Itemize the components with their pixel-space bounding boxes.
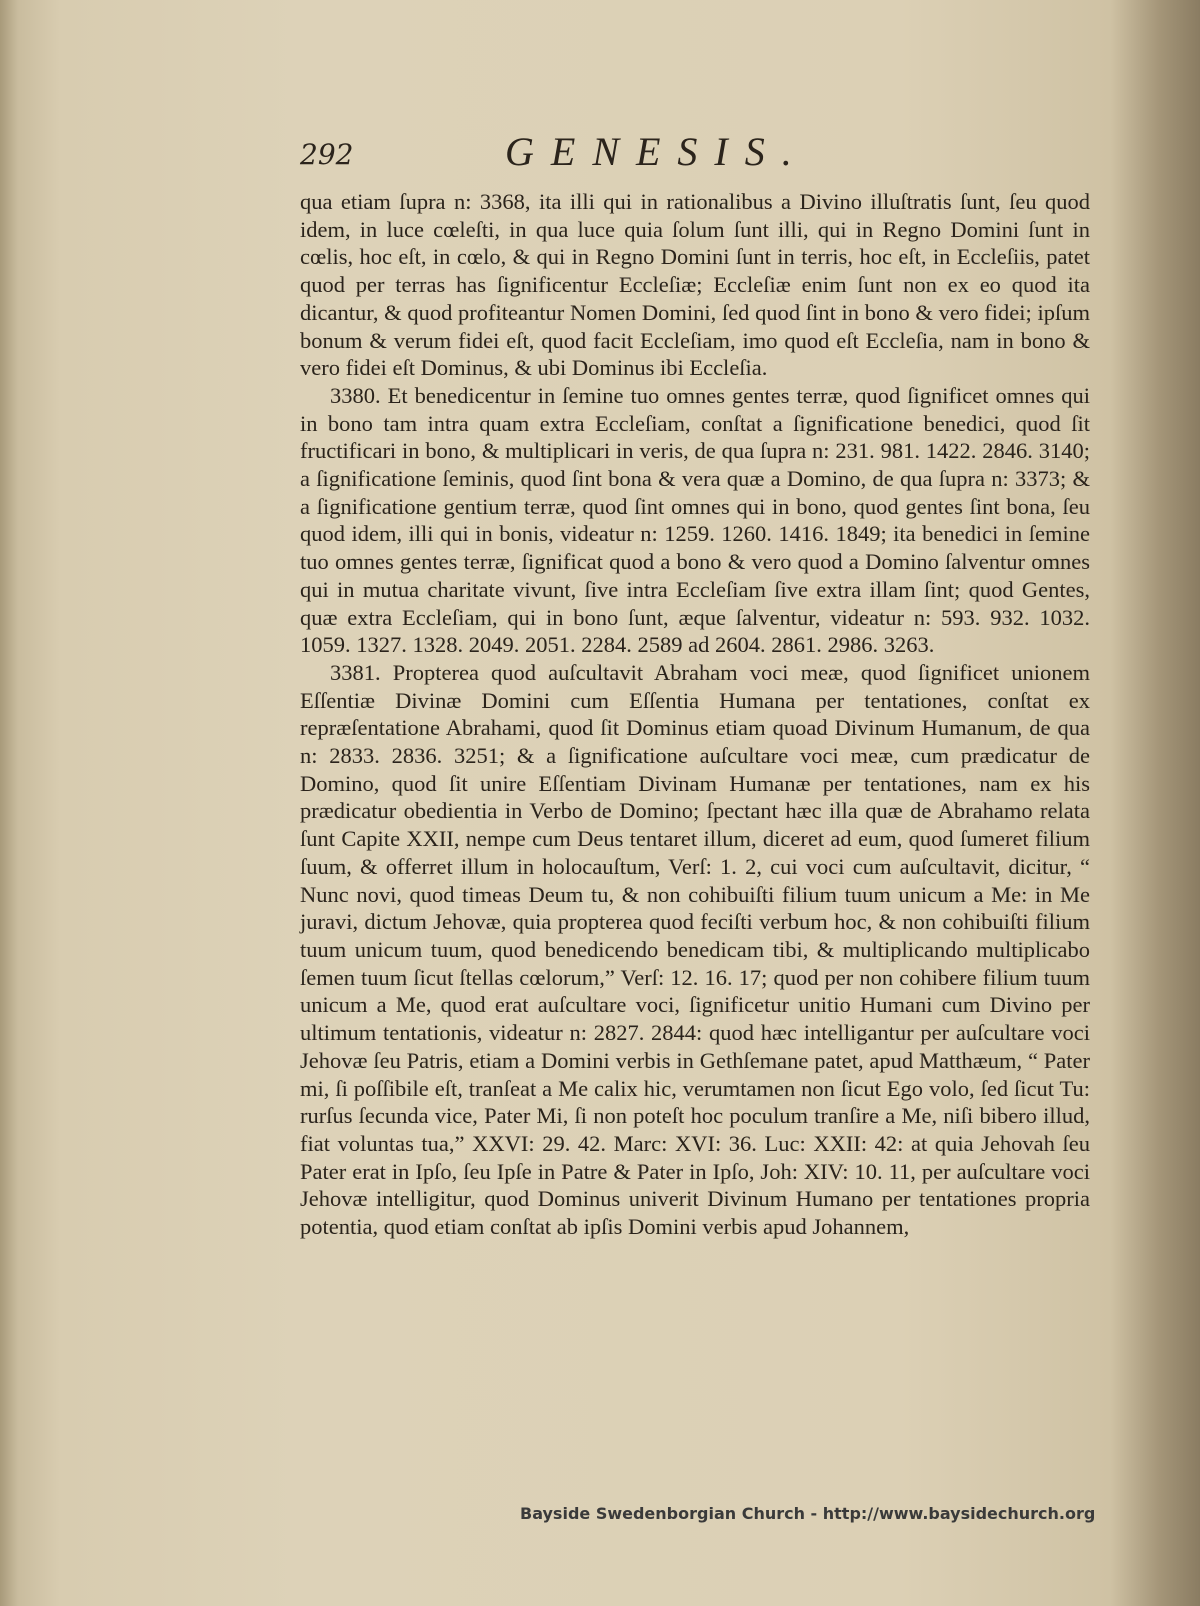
paragraph-3381: 3381. Propterea quod auſcultavit Abraham voci meæ, quod ſignificet unionem Eſſentiæ Divinæ Domini cum Eſſentia Humana per tentationes, conſtat ex repræſentatione Abrahami, quod ſit Dominus etiam quoad Divinum Humanum, de qua n: 2833. 2836. 3251; & a ſignificatione auſcultare voci meæ, cum prædicatur de Domino, quod ſit unire Eſſentiam Divinam Humanæ per tentationes, nam ex his prædicatur obedientia in Verbo de Domino; ſpectant hæc illa quæ de Abrahamo relata ſunt Capite XXII, nempe cum Deus tentaret illum, diceret ad eum, quod ſumeret filium ſuum, & offerret illum in holocauſtum, Verſ: 1. 2, cui voci cum auſcultavit, dicitur, “ Nunc novi, quod timeas Deum tu, & non cohibuiſti filium tuum unicum a Me: in Me juravi, dictum Jehovæ, quia propterea quod feciſti verbum hoc, & non cohibuiſti filium tuum unicum tuum, quod benedicendo benedicam tibi, & multiplicando multiplicabo ſemen tuum ſicut ſtellas cœlorum,” Verſ: 12. 16. 17; quod per non cohibere filium tuum unicum a Me, quod erat auſcultare voci, ſignificetur unitio Humani cum Divino per ultimum tentationis, videatur n: 2827. 2844: quod hæc intelligantur per auſcultare voci Jehovæ ſeu Patris, etiam a Domini verbis in Gethſemane patet, apud Matthæum, “ Pater mi, ſi poſſibile eſt, tranſeat a Me calix hic, verumtamen non ſicut Ego volo, ſed ſicut Tu: rurſus ſecunda vice, Pater Mi, ſi non poteſt hoc poculum tranſire a Me, niſi bibero illud, fiat voluntas tua,” XXVI: 29. 42. Marc: XVI: 36. Luc: XXII: 42: at quia Jehovah ſeu Pater erat in Ipſo, ſeu Ipſe in Patre & Pater in Ipſo, Joh: XIV: 10. 11, per auſcultare voci Jehovæ intelligitur, quod Dominus univerit Divinum Humano per tentationes propria potentia, quod etiam conſtat ab ipſis Domini verbis apud Johannem, [300, 659, 1090, 1240]
footer-credit: Bayside Swedenborgian Church - http://www.baysidechurch.org [520, 1504, 1096, 1523]
body-text [300, 188, 1090, 1241]
page-number: 292 [300, 138, 354, 171]
paragraph-continued: qua etiam ſupra n: 3368, ita illi qui in rationalibus a Divino illuſtratis ſunt, ſeu quod idem, in luce cœleſti, in qua luce quia ſolum ſunt illi, qui in Regno Domini ſunt in cœlis, hoc eſt, in cœlo, & qui in Regno Domini ſunt in terris, hoc eſt, in Eccleſiis, patet quod per terras has ſignificentur Eccleſiæ; Eccleſiæ enim ſunt non ex eo quod ita dicantur, & quod profiteantur Nomen Domini, ſed quod ſint in bono & vero fidei; ipſum bonum & verum fidei eſt, quod facit Eccleſiam, imo quod eſt Eccleſia, nam in bono & vero fidei eſt Dominus, & ubi Dominus ibi Eccleſia. [300, 189, 1090, 381]
page-header [300, 128, 1090, 178]
running-title: GENESIS. [505, 129, 809, 174]
paragraph-3380: 3380. Et benedicentur in ſemine tuo omnes gentes terræ, quod ſignificet omnes qui in bono tam intra quam extra Eccleſiam, conſtat a ſignificatione benedici, quod ſit fructificari in bono, & multiplicari in veris, de qua ſupra n: 231. 981. 1422. 2846. 3140; a ſignificatione ſeminis, quod ſint bona & vera quæ a Domino, de qua ſupra n: 3373; & a ſignificatione gentium terræ, quod ſint omnes qui in bono, quod gentes ſint bona, ſeu quod idem, illi qui in bonis, videatur n: 1259. 1260. 1416. 1849; ita benedici in ſemine tuo omnes gentes terræ, ſignificat quod a bono & vero quod a Domino ſalventur omnes qui in mutua charitate vivunt, ſive intra Eccleſiam ſive extra illam ſint; quod Gentes, quæ extra Eccleſiam, qui in bono ſunt, æque ſalventur, videatur n: 593. 932. 1032. 1059. 1327. 1328. 2049. 2051. 2284. 2589 ad 2604. 2861. 2986. 3263. [300, 382, 1090, 658]
